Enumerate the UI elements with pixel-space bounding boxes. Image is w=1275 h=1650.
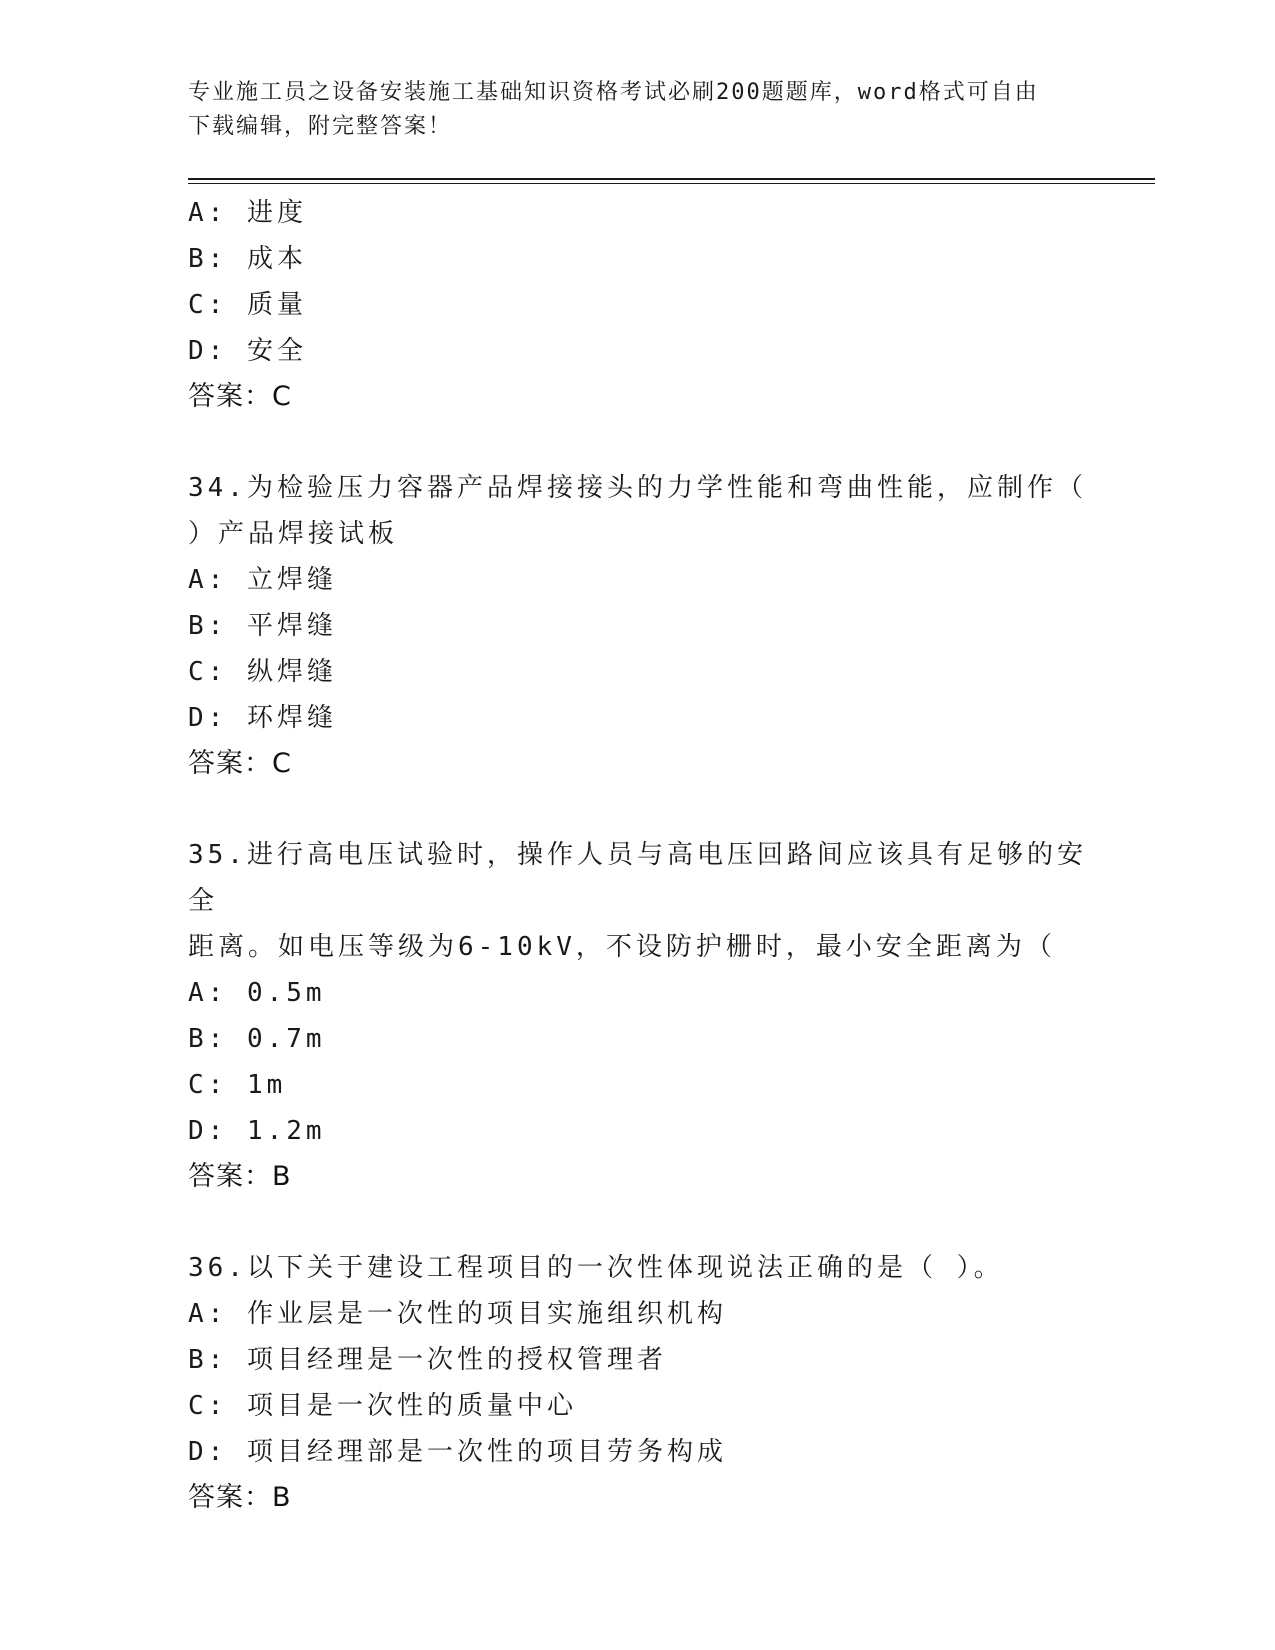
option-c: C: 1m [188,1070,287,1100]
question-block-33 [188,190,1088,420]
spacer [188,420,1088,465]
header-divider-thin [188,183,1155,184]
answer-line: 答案：B [188,1482,292,1513]
answer-line: 答案：C [188,381,292,412]
option-d: D: 安全 [188,336,307,366]
option-d: D: 环焊缝 [188,703,337,733]
option-b: B: 项目经理是一次性的授权管理者 [188,1345,667,1375]
option-a: A: 进度 [188,198,307,228]
option-d: D: 项目经理部是一次性的项目劳务构成 [188,1437,727,1467]
option-c: C: 纵焊缝 [188,657,337,687]
question-stem-line-1: 34.为检验压力容器产品焊接接头的力学性能和弯曲性能，应制作（ [188,473,1087,503]
document-header [188,76,1068,144]
header-line-2: 下载编辑，附完整答案！ [188,114,453,139]
option-b: B: 成本 [188,244,307,274]
option-d: D: 1.2m [188,1116,326,1146]
answer-line: 答案：B [188,1161,292,1192]
option-a: A: 0.5m [188,978,326,1008]
question-stem-line-2: 距离。如电压等级为6-10kV，不设防护栅时，最小安全距离为（ [188,932,1056,962]
option-c: C: 质量 [188,290,307,320]
answer-line: 答案：C [188,748,292,779]
spacer [188,1200,1088,1245]
question-block-34 [188,465,1088,787]
question-stem-line-1: 35.进行高电压试验时，操作人员与高电压回路间应该具有足够的安全 [188,840,1087,916]
option-a: A: 立焊缝 [188,565,337,595]
question-stem-line-2: ）产品焊接试板 [188,519,399,549]
header-divider-thick [188,178,1155,180]
header-line-1: 专业施工员之设备安装施工基础知识资格考试必刷200题题库，word格式可自由 [188,80,1039,105]
question-block-35 [188,832,1088,1200]
option-a: A: 作业层是一次性的项目实施组织机构 [188,1299,727,1329]
question-list [188,190,1088,1521]
option-b: B: 0.7m [188,1024,326,1054]
option-b: B: 平焊缝 [188,611,337,641]
question-block-36 [188,1245,1088,1521]
spacer [188,787,1088,832]
option-c: C: 项目是一次性的质量中心 [188,1391,577,1421]
question-stem-line-1: 36.以下关于建设工程项目的一次性体现说法正确的是（ ）。 [188,1253,1004,1283]
